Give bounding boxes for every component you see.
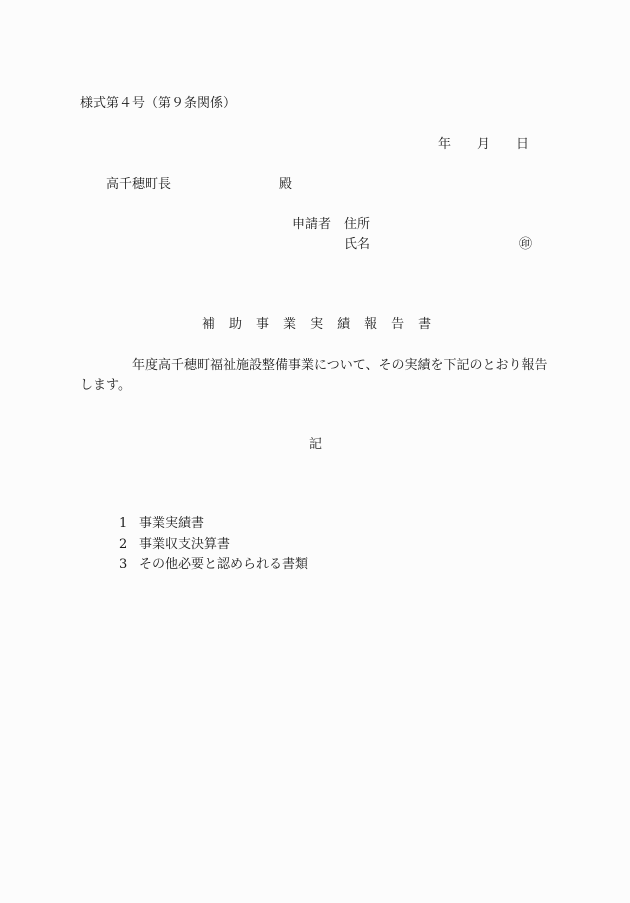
- title-char: 補: [202, 317, 216, 332]
- attachment-item: [119, 537, 230, 553]
- attachment-number: 1: [119, 516, 128, 531]
- title-char: 書: [418, 317, 432, 332]
- name-label: 氏名: [344, 237, 371, 252]
- address-label: 住所: [344, 217, 371, 232]
- date-day-label: 日: [516, 137, 530, 152]
- title-char: 実: [310, 317, 324, 332]
- form-number: 様式第４号（第９条関係）: [80, 96, 237, 111]
- applicant-label: 申請者: [292, 217, 332, 232]
- seal-mark: ㊞: [519, 237, 533, 252]
- attachment-label: その他必要と認められる書類: [139, 557, 309, 572]
- body-text: 年度高千穂町福祉施設整備事業について、その実績を下記のとおり報告します。: [80, 358, 548, 393]
- document-title: [202, 317, 445, 333]
- title-char: 報: [364, 317, 378, 332]
- date-month-label: 月: [477, 137, 491, 152]
- title-char: 業: [283, 317, 297, 332]
- attachment-item: [119, 557, 308, 573]
- attachment-number: 3: [119, 557, 128, 572]
- attachment-number: 2: [119, 537, 128, 552]
- attachment-label: 事業収支決算書: [139, 537, 231, 552]
- addressee-name: 高千穂町長: [106, 177, 172, 192]
- title-char: 事: [256, 317, 270, 332]
- addressee-suffix: 殿: [279, 177, 293, 192]
- date-year-label: 年: [438, 137, 452, 152]
- date-line: [438, 137, 529, 153]
- attachment-label: 事業実績書: [139, 516, 205, 531]
- title-char: 績: [337, 317, 351, 332]
- title-char: 告: [391, 317, 405, 332]
- ki-heading: 記: [309, 437, 323, 452]
- title-char: 助: [229, 317, 243, 332]
- attachment-item: [119, 516, 204, 532]
